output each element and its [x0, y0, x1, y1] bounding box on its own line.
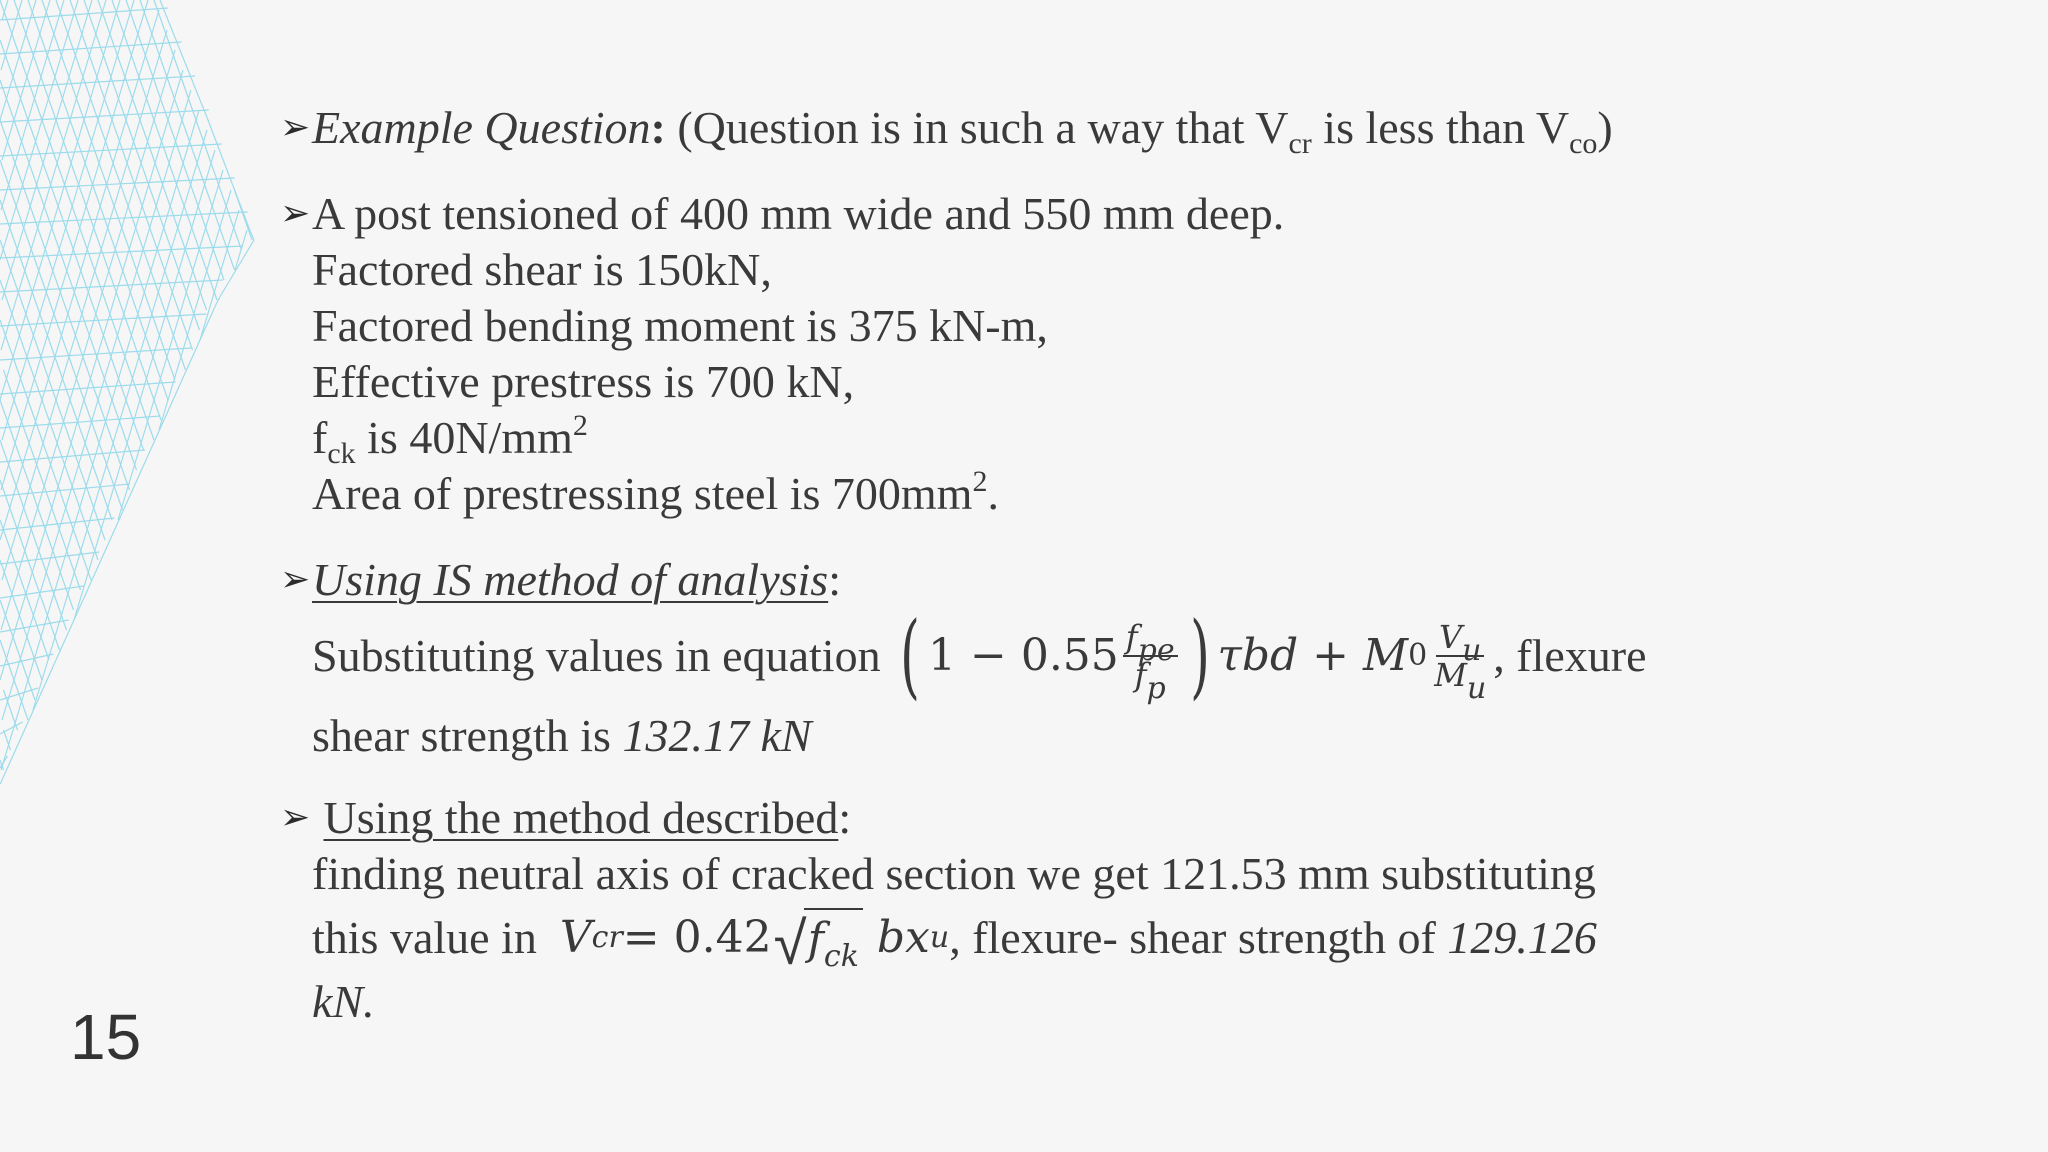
- is-method-equation-line: [312, 602, 1780, 709]
- arrow-bullet-icon: ➢: [280, 107, 311, 148]
- given-line-3: Factored bending moment is 375 kN-m,: [312, 300, 1048, 351]
- bullet-method-described: [280, 790, 1780, 1030]
- arrow-bullet-icon: ➢: [280, 797, 311, 838]
- fck-superscript: 2: [572, 409, 588, 442]
- vcr-equation: V cr = 0.42 √ $f_{ck}$ bx u: [559, 909, 950, 979]
- method-described-heading: [300, 790, 1780, 846]
- unit-line: kN.: [312, 976, 375, 1027]
- radical-sign-icon: √: [773, 909, 807, 979]
- method-described-colon: :: [838, 792, 852, 843]
- method-described-heading-text: Using the method described: [323, 792, 839, 843]
- eq-den-f: f: [1134, 656, 1147, 694]
- fck-f: f: [312, 412, 328, 463]
- eq-vu-v: V: [1439, 618, 1463, 656]
- eq-rad-f: f: [807, 914, 824, 965]
- fraction-fpe-fp: [1123, 618, 1178, 706]
- eq-one-minus: 1 − 0.55: [927, 630, 1119, 681]
- left-paren: (: [900, 602, 920, 709]
- slide-content: [280, 100, 1780, 1030]
- fraction-vu-mu: [1431, 618, 1489, 706]
- flexure-shear-value: 129.126: [1447, 912, 1597, 963]
- question-text-a: (Question is in such a way that V: [665, 102, 1289, 153]
- eq-bx: bx: [862, 912, 930, 963]
- shear-strength-text: shear strength is: [312, 710, 623, 761]
- eq-num-sub: pe: [1137, 633, 1175, 668]
- question-text-b: is less than V: [1311, 102, 1570, 153]
- given-line-1: A post tensioned of 400 mm wide and 550 mm deep.: [312, 188, 1285, 239]
- frac2-denominator: [1431, 656, 1489, 706]
- question-text-c: ): [1597, 102, 1613, 153]
- frac-denominator: [1132, 656, 1169, 706]
- neutral-axis-line: finding neutral axis of cracked section we get 121.53 mm substituting: [312, 848, 1596, 899]
- fck-subscript: ck: [327, 437, 356, 470]
- is-method-colon: :: [828, 554, 841, 605]
- page-number: 15: [70, 1001, 142, 1073]
- eq-tau-bd-m: τbd + M: [1217, 630, 1409, 681]
- arrow-bullet-icon: ➢: [280, 193, 311, 234]
- example-question-label: Example Question: [312, 102, 651, 153]
- area-period: .: [987, 468, 999, 519]
- eq-mu-sub: u: [1466, 671, 1487, 706]
- is-equation: ( 1 − 0.55 $\frac{f_{pe}}{f_p}$ ) τbd + M 0 $\frac{V_u}{M_u}$: [892, 616, 1493, 696]
- wireframe-decoration: [0, 0, 290, 820]
- arrow-bullet-icon: ➢: [280, 559, 311, 600]
- given-line-4: Effective prestress is 700 kN,: [312, 356, 855, 407]
- bullet-example-question: [280, 100, 1780, 160]
- is-method-heading: [312, 552, 1780, 608]
- eq-num-f: f: [1125, 618, 1138, 656]
- eq-equals-coef: = 0.42: [622, 912, 772, 963]
- area-text: Area of prestressing steel is 700mm: [312, 468, 973, 519]
- right-paren: ): [1189, 602, 1210, 709]
- bullet-is-method: [280, 552, 1780, 764]
- area-superscript: 2: [972, 465, 988, 498]
- eq-den-sub: p: [1146, 671, 1166, 706]
- shear-strength-value: 132.17 kN: [622, 710, 812, 761]
- given-line-5: [312, 409, 1780, 470]
- bullet-line: [312, 100, 1780, 160]
- eq-vu-sub: u: [1462, 633, 1482, 668]
- radicand: [804, 908, 863, 974]
- bullet-given-data: [280, 186, 1780, 522]
- this-value-text: this value in: [312, 912, 560, 963]
- flexure-text: , flexure: [1493, 630, 1647, 681]
- frac-numerator: [1123, 618, 1178, 668]
- given-line-2: Factored shear is 150kN,: [312, 244, 772, 295]
- frac2-numerator: [1436, 618, 1484, 668]
- vcr-equation-line: [312, 902, 1780, 979]
- is-method-result: [312, 708, 1780, 764]
- fck-value: is 40N/mm: [355, 412, 573, 463]
- eq-v: V: [559, 912, 592, 963]
- eq-rad-sub: ck: [823, 939, 859, 974]
- flexure-shear-text: , flexure- shear strength of: [949, 912, 1448, 963]
- label-colon: :: [650, 102, 666, 153]
- subscript-co: co: [1569, 127, 1598, 160]
- eq-mu-m: M: [1434, 656, 1467, 694]
- given-line-6: [312, 466, 1780, 522]
- is-method-heading-text: Using IS method of analysis: [312, 554, 829, 605]
- square-root: [773, 908, 863, 979]
- subscript-cr: cr: [1288, 127, 1312, 160]
- substituting-text: Substituting values in equation: [312, 630, 881, 681]
